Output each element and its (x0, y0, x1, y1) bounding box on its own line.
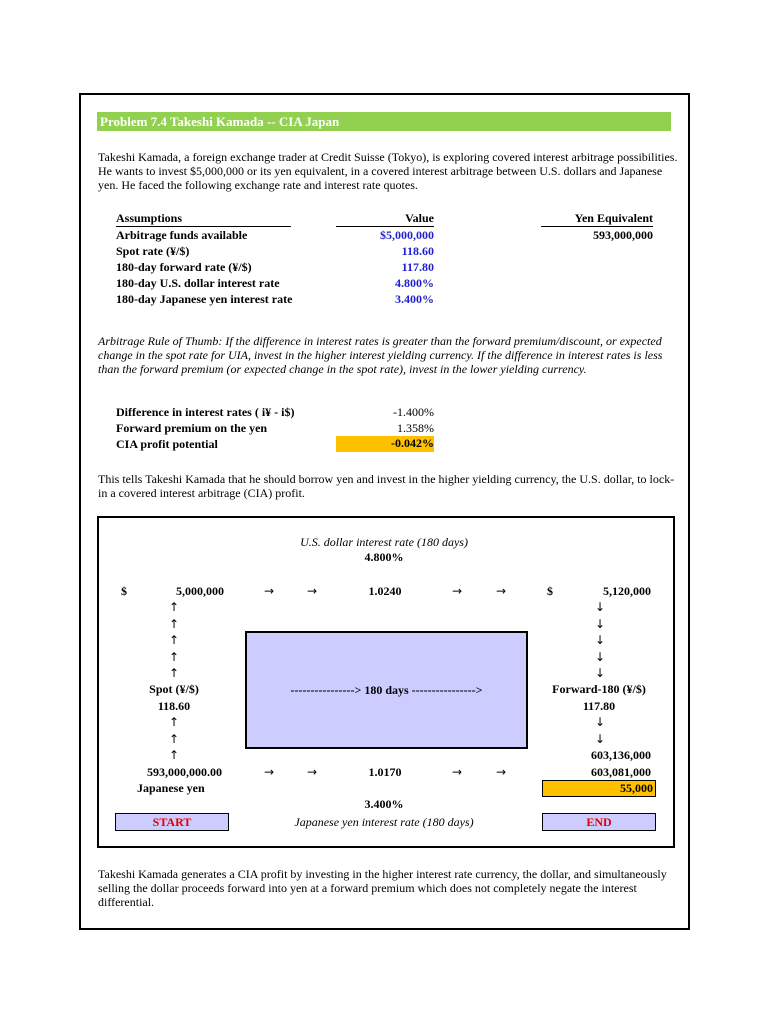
yen-start: 593,000,000.00 (147, 765, 222, 779)
assumption-value: 3.400% (395, 292, 434, 306)
forward-value: 117.80 (582, 699, 616, 713)
end-label-box (542, 813, 656, 831)
usd-end: 5,120,000 (603, 584, 651, 598)
up-arrow-icon: ↑ (169, 633, 180, 647)
assumptions-header: Assumptions (116, 211, 291, 227)
right-arrow-icon: → (496, 765, 507, 779)
assumption-label: 180-day forward rate (¥/$) (116, 260, 252, 274)
start-label-box (115, 813, 229, 831)
result-value: -1.400% (393, 405, 434, 419)
right-arrow-icon: → (452, 765, 463, 779)
assumption-label: Arbitrage funds available (116, 228, 248, 242)
result-label: Difference in interest rates ( i¥ - i$) (116, 405, 295, 419)
right-arrow-icon: → (452, 584, 463, 598)
right-arrow-icon: → (264, 584, 275, 598)
spot-value: 118.60 (157, 699, 191, 713)
down-arrow-icon: ↓ (595, 666, 606, 680)
right-arrow-icon: → (307, 584, 318, 598)
rule-of-thumb: Arbitrage Rule of Thumb: If the difference in interest rates is greater than the forward premium/discount, or expected change in the spot rate for UIA, invest in the higher interest yielding currency. If the difference in interest rates is less than the forward premium (or expected change in the spot rate), invest in the lower yielding currency. (98, 334, 663, 376)
profit-cell (542, 780, 656, 797)
up-arrow-icon: ↑ (169, 650, 180, 664)
right-arrow-icon: → (307, 765, 318, 779)
down-arrow-icon: ↓ (595, 732, 606, 746)
up-arrow-icon: ↑ (169, 748, 180, 762)
up-arrow-icon: ↑ (169, 666, 180, 680)
assumption-value: 118.60 (401, 244, 434, 258)
usd-factor: 1.0240 (368, 584, 402, 598)
usd-rate: 4.800% (364, 550, 404, 564)
yen-end: 603,081,000 (591, 765, 651, 779)
down-arrow-icon: ↓ (595, 715, 606, 729)
forward-label: Forward-180 (¥/$) (552, 682, 646, 696)
result-value: 1.358% (397, 421, 434, 435)
yen-equivalent-header: Yen Equivalent (541, 211, 653, 227)
up-arrow-icon: ↑ (169, 732, 180, 746)
value-header: Value (336, 211, 434, 227)
end-label: END (586, 815, 612, 829)
title-bar (97, 112, 671, 131)
intro-paragraph: Takeshi Kamada, a foreign exchange trader at Credit Suisse (Tokyo), is exploring covered interest arbitrage possibilities. He wants to invest $5,000,000 or its yen equivalent, in a covered interest arbitrage between U.S. dollars and Japanese yen. He faced the following exchange rate and interest rate quotes. (98, 150, 678, 192)
assumption-yen: 593,000,000 (593, 228, 653, 242)
down-arrow-icon: ↓ (595, 600, 606, 614)
up-arrow-icon: ↑ (169, 617, 180, 631)
holding-period-box (245, 631, 528, 749)
assumption-label: 180-day U.S. dollar interest rate (116, 276, 280, 290)
down-arrow-icon: ↓ (595, 633, 606, 647)
cia-diagram (97, 516, 675, 848)
assumption-value: $5,000,000 (380, 228, 434, 242)
assumption-label: Spot rate (¥/$) (116, 244, 190, 258)
down-arrow-icon: ↓ (595, 650, 606, 664)
worksheet-page (79, 93, 690, 930)
yen-rate: 3.400% (364, 797, 404, 811)
up-arrow-icon: ↑ (169, 715, 180, 729)
assumption-label: 180-day Japanese yen interest rate (116, 292, 293, 306)
up-arrow-icon: ↑ (169, 600, 180, 614)
days-label: ----------------> 180 days ----------------> (290, 683, 483, 697)
assumption-value: 4.800% (395, 276, 434, 290)
right-arrow-icon: → (264, 765, 275, 779)
profit-value: 55,000 (620, 781, 653, 795)
yen-factor: 1.0170 (368, 765, 402, 779)
yen-currency-label: Japanese yen (137, 781, 205, 795)
result-value: -0.042% (391, 436, 434, 450)
result-label: CIA profit potential (116, 437, 218, 451)
problem-title: Problem 7.4 Takeshi Kamada -- CIA Japan (100, 114, 340, 129)
yen-rate-label: Japanese yen interest rate (180 days) (294, 815, 474, 829)
assumption-value: 117.80 (401, 260, 434, 274)
spot-label: Spot (¥/$) (149, 682, 199, 696)
closing-paragraph: Takeshi Kamada generates a CIA profit by investing in the higher interest rate currency, the dollar, and simultaneously selling the dollar proceeds forward into yen at a forward premium which does not completely negate the interest differential. (98, 867, 667, 909)
down-arrow-icon: ↓ (595, 617, 606, 631)
dollar-sign: $ (547, 584, 553, 598)
start-label: START (152, 815, 192, 829)
usd-rate-label: U.S. dollar interest rate (180 days) (300, 535, 468, 549)
conclusion-paragraph: This tells Takeshi Kamada that he should borrow yen and invest in the higher yielding currency, the U.S. dollar, to lock-in a covered interest arbitrage (CIA) profit. (98, 472, 675, 500)
usd-start: 5,000,000 (176, 584, 224, 598)
dollar-sign: $ (121, 584, 127, 598)
yen-from-forward: 603,136,000 (591, 748, 651, 762)
cia-profit-potential-cell (336, 436, 434, 452)
right-arrow-icon: → (496, 584, 507, 598)
result-label: Forward premium on the yen (116, 421, 268, 435)
